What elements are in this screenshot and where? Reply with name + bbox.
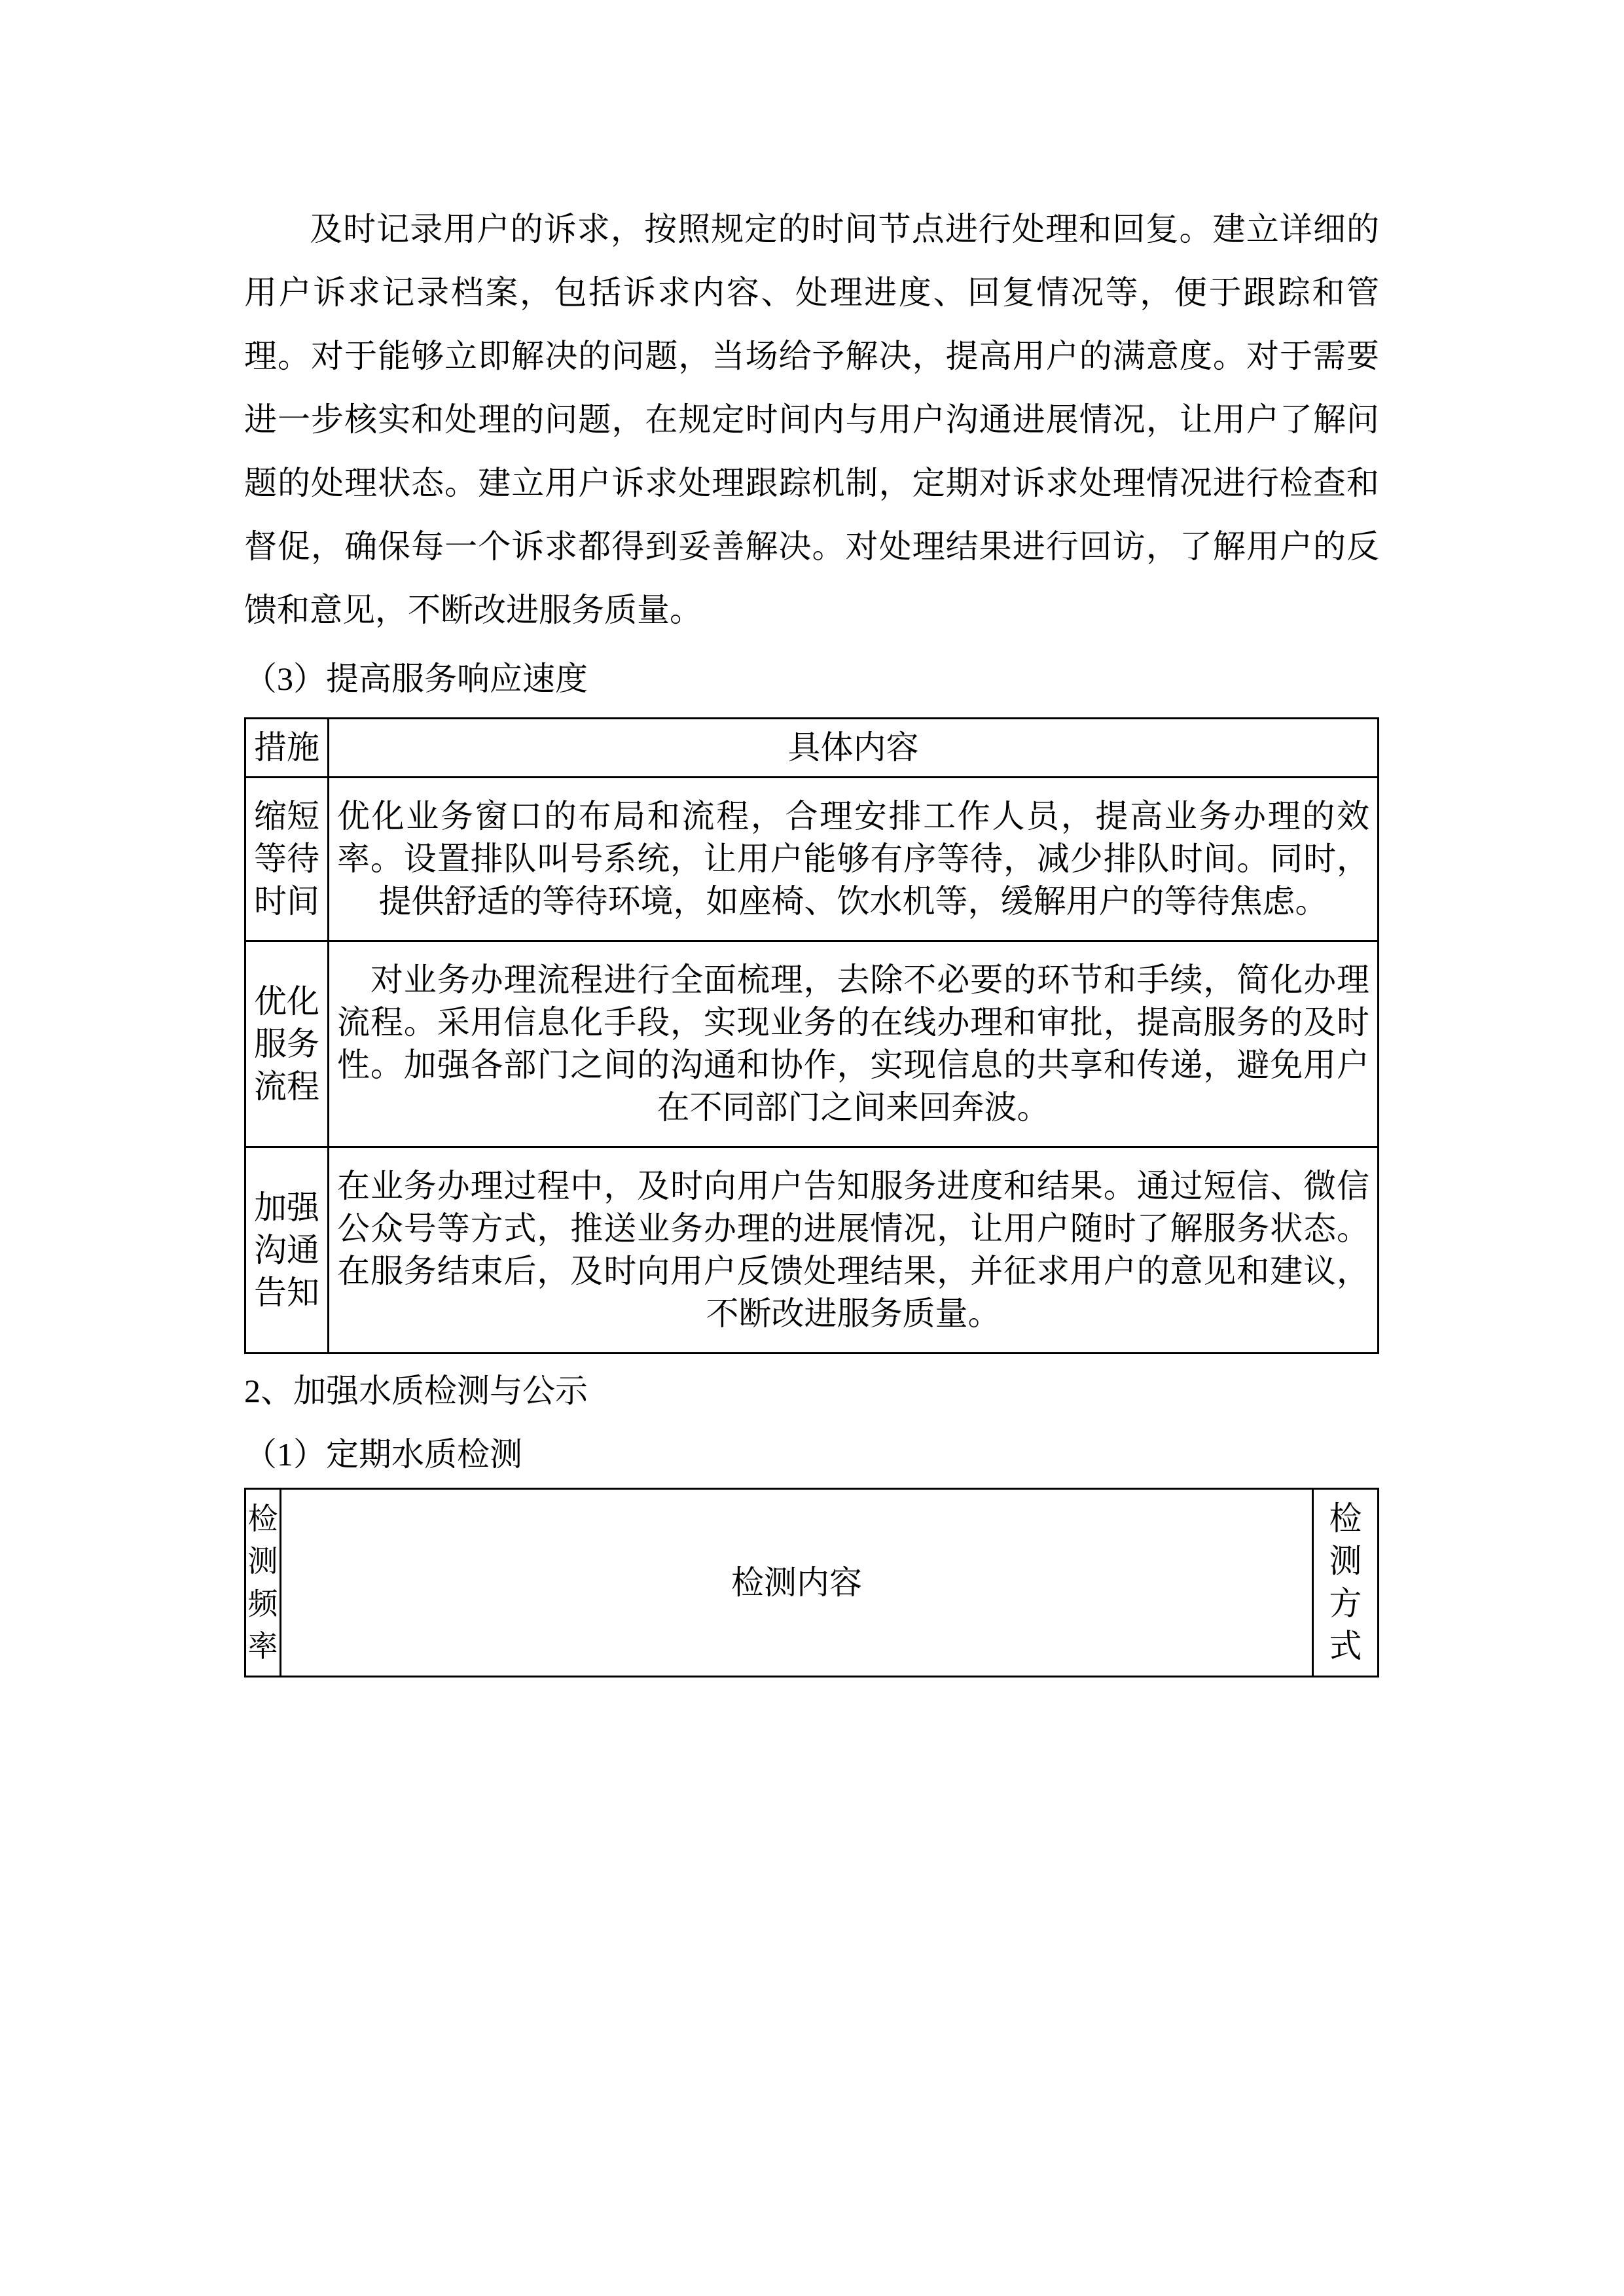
table-header-row bbox=[245, 1489, 1379, 1677]
header-cell-test-content: 检测内容 bbox=[281, 1489, 1313, 1677]
heading-water-quality-section: 2、加强水质检测与公示 bbox=[244, 1372, 588, 1409]
paragraph-user-requests: 及时记录用户的诉求，按照规定的时间节点进行处理和回复。建立详细的用户诉求记录档案，包括诉求内容、处理进度、回复情况等，便于跟踪和管理。对于能够立即解决的问题，当场给予解决，提高用户的满意度。对于需要进一步核实和处理的问题，在规定时间内与用户沟通进展情况，让用户了解问题的处理状态。建立用户诉求处理跟踪机制，定期对诉求处理情况进行检查和督促，确保每一个诉求都得到妥善解决。对处理结果进行回访，了解用户的反馈和意见，不断改进服务质量。 bbox=[244, 211, 1379, 628]
table-service-measures bbox=[244, 717, 1379, 1354]
table-water-testing bbox=[244, 1488, 1379, 1677]
table-row bbox=[245, 941, 1379, 1147]
detail-cell-shorten-wait: 优化业务窗口的布局和流程，合理安排工作人员，提高业务办理的效率。设置排队叫号系统，让用户能够有序等待，减少排队时间。同时，提供舒适的等待环境，如座椅、饮水机等，缓解用户的等待焦虑。 bbox=[329, 778, 1379, 941]
header-cell-content: 具体内容 bbox=[329, 719, 1379, 778]
detail-cell-optimize-process: 对业务办理流程进行全面梳理，去除不必要的环节和手续，简化办理流程。采用信息化手段，实现业务的在线办理和审批，提高服务的及时性。加强各部门之间的沟通和协作，实现信息的共享和传递，避免用户在不同部门之间来回奔波。 bbox=[329, 941, 1379, 1147]
measure-cell-shorten-wait: 缩短等待时间 bbox=[245, 778, 329, 941]
detail-cell-communication: 在业务办理过程中，及时向用户告知服务进度和结果。通过短信、微信公众号等方式，推送业务办理的进展情况，让用户随时了解服务状态。在服务结束后，及时向用户反馈处理结果，并征求用户的意见和建议，不断改进服务质量。 bbox=[329, 1147, 1379, 1354]
table-row bbox=[245, 778, 1379, 941]
measure-cell-communication: 加强沟通告知 bbox=[245, 1147, 329, 1354]
table-row bbox=[245, 1147, 1379, 1354]
table-header-row bbox=[245, 719, 1379, 778]
header-cell-measure: 措施 bbox=[245, 719, 329, 778]
heading-response-speed: （3）提高服务响应速度 bbox=[244, 660, 588, 697]
measure-cell-optimize-process: 优化服务流程 bbox=[245, 941, 329, 1147]
heading-periodic-water-testing: （1）定期水质检测 bbox=[244, 1436, 522, 1473]
page-content bbox=[244, 0, 1379, 1677]
header-cell-test-frequency: 检测频率 bbox=[245, 1489, 281, 1677]
header-cell-test-method: 检测方式 bbox=[1313, 1489, 1379, 1677]
